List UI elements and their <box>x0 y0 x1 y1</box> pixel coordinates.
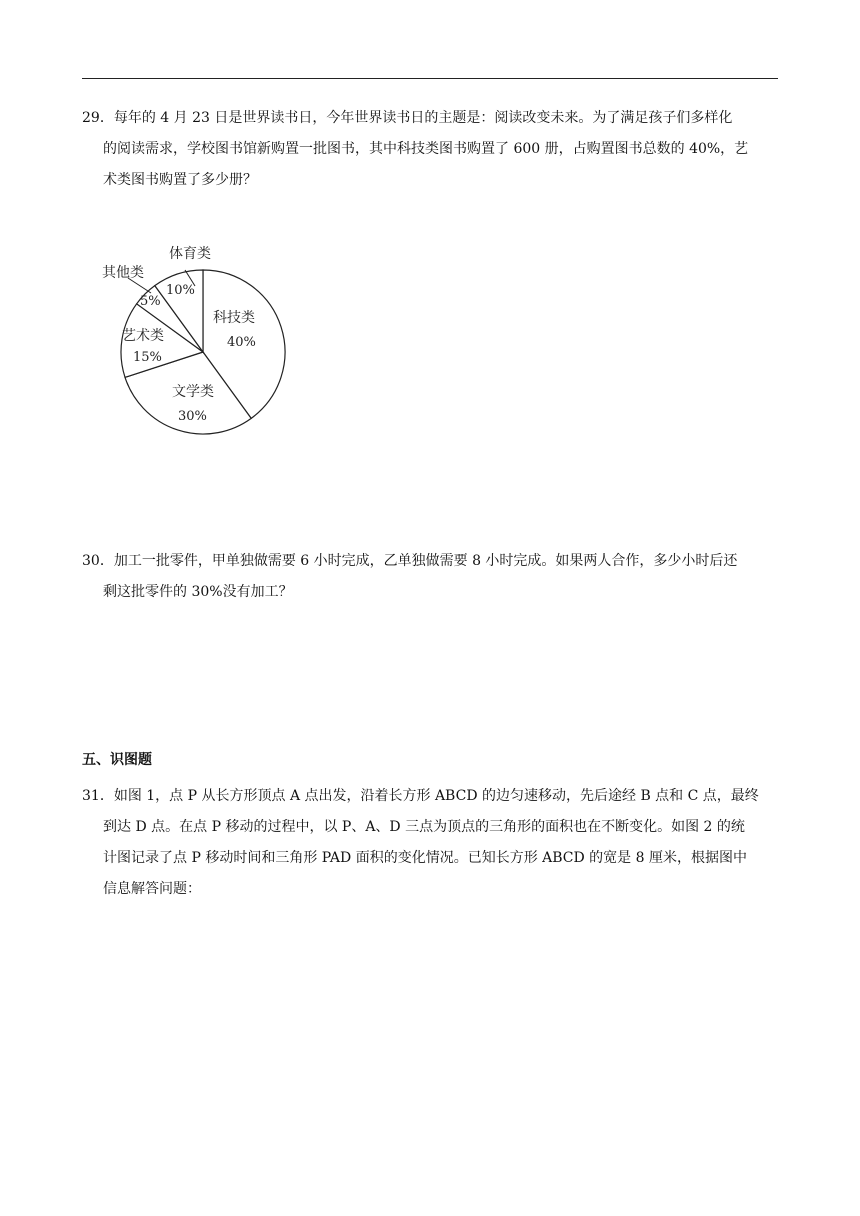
question-31-line-1: 31．如图 1，点 P 从长方形顶点 A 点出发，沿着长方形 ABCD 的边匀速移动，先后途经 B 点和 C 点，最终 <box>82 788 759 804</box>
question-29-line-2: 的阅读需求，学校图书馆新购置一批图书，其中科技类图书购置了 600 册，占购置图书总数的 40%，艺 <box>103 141 749 157</box>
question-29-line-3: 术类图书购置了多少册？ <box>103 172 257 188</box>
question-30 <box>82 546 782 608</box>
slice-label-science: 科技类 <box>213 310 255 326</box>
question-30-line-2: 剩这批零件的 30%没有加工？ <box>103 584 293 600</box>
slice-value-science: 40% <box>227 335 256 350</box>
question-30-line-1: 30．加工一批零件，甲单独做需要 6 小时完成，乙单独做需要 8 小时完成。如果两人合作，多少小时后还 <box>82 553 738 569</box>
slice-value-sports: 10% <box>166 283 195 298</box>
book-category-pie-chart <box>95 236 295 442</box>
slice-label-sports: 体育类 <box>169 246 211 262</box>
header-rule <box>82 78 778 79</box>
question-31-line-3: 计图记录了点 P 移动时间和三角形 PAD 面积的变化情况。已知长方形 ABCD 的宽是 8 厘米，根据图中 <box>103 850 747 866</box>
question-31-line-4: 信息解答问题： <box>103 881 201 897</box>
question-29-line-1: 29．每年的 4 月 23 日是世界读书日，今年世界读书日的主题是：阅读改变未来。为了满足孩子们多样化 <box>82 110 733 126</box>
question-31 <box>82 781 782 905</box>
question-31-line-2: 到达 D 点。在点 P 移动的过程中，以 P、A、D 三点为顶点的三角形的面积也在不断变化。如图 2 的统 <box>103 819 745 835</box>
slice-label-literature: 文学类 <box>172 384 214 400</box>
slice-label-art: 艺术类 <box>122 328 164 344</box>
slice-label-other: 其他类 <box>102 265 144 281</box>
section-title: 五、识图题 <box>82 752 152 768</box>
question-29 <box>82 103 782 196</box>
slice-value-literature: 30% <box>178 409 207 424</box>
slice-value-other: 5% <box>140 294 161 309</box>
slice-value-art: 15% <box>133 350 162 365</box>
